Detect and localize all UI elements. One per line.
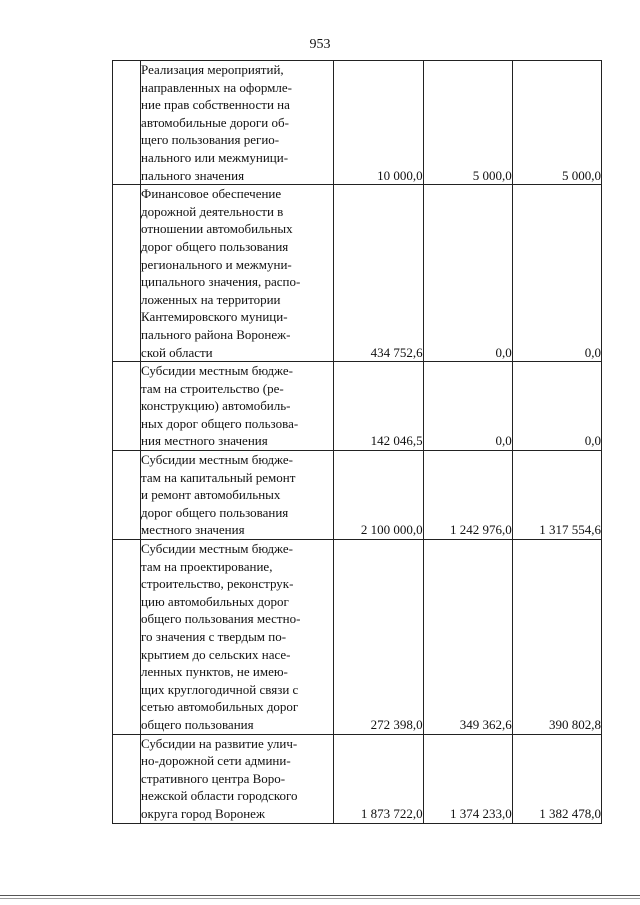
row-index-cell [113, 61, 141, 185]
row-value-3: 390 802,8 [512, 540, 601, 735]
table-row [113, 734, 602, 823]
row-value-2: 1 242 976,0 [423, 451, 512, 540]
row-description-text: Реализация мероприятий, направленных на оформле- ние прав собственности на автомобильные дороги об- щего пользования регио- нального или межмуници- пального значения [141, 62, 292, 183]
row-description-text: Субсидии на развитие улич- но-дорожной сети админи- стративного центра Воро- нежской области городского округа город Воронеж [141, 735, 298, 821]
row-value-1: 2 100 000,0 [334, 451, 423, 540]
row-value-1: 434 752,6 [334, 185, 423, 362]
bottom-scan-line [0, 898, 640, 899]
row-value-2: 0,0 [423, 362, 512, 451]
row-value-3: 0,0 [512, 185, 601, 362]
row-description [141, 362, 334, 451]
row-description [141, 540, 334, 735]
row-description-text: Субсидии местным бюдже- там на капитальный ремонт и ремонт автомобильных дорог общего пользования местного значения [141, 452, 296, 538]
row-value-3: 1 382 478,0 [512, 734, 601, 823]
row-description [141, 61, 334, 185]
row-value-1: 1 873 722,0 [334, 734, 423, 823]
row-value-1: 10 000,0 [334, 61, 423, 185]
row-description [141, 451, 334, 540]
table-row [113, 185, 602, 362]
row-description [141, 734, 334, 823]
table-row [113, 61, 602, 185]
row-index-cell [113, 185, 141, 362]
row-value-1: 272 398,0 [334, 540, 423, 735]
row-description-text: Субсидии местным бюдже- там на строительство (ре- конструкцию) автомобиль- ных дорог общего пользова- ния местного значения [141, 363, 299, 449]
row-index-cell [113, 451, 141, 540]
budget-table [112, 60, 602, 824]
row-value-2: 349 362,6 [423, 540, 512, 735]
row-index-cell [113, 734, 141, 823]
row-value-2: 0,0 [423, 185, 512, 362]
row-index-cell [113, 362, 141, 451]
table-row [113, 362, 602, 451]
row-value-2: 5 000,0 [423, 61, 512, 185]
row-value-1: 142 046,5 [334, 362, 423, 451]
table-row [113, 540, 602, 735]
bottom-scan-line [0, 895, 640, 896]
table-row [113, 451, 602, 540]
row-value-3: 0,0 [512, 362, 601, 451]
row-description-text: Финансовое обеспечение дорожной деятельности в отношении автомобильных дорог общего пользования регионального и межмуни- ципального значения, распо- ложенных на территории Кантемировского муници- пального района Воронеж- ской области [141, 186, 301, 360]
row-description-text: Субсидии местным бюдже- там на проектирование, строительство, реконструк- цию автомобильных дорог общего пользования местно- го значения с твердым по- крытием до сельских насе- ленных пунктов, не имею- щих круглогодичной связи с сетью автомобильных дорог общего пользования [141, 541, 301, 732]
row-value-3: 5 000,0 [512, 61, 601, 185]
row-index-cell [113, 540, 141, 735]
page-number: 953 [309, 37, 331, 52]
row-description [141, 185, 334, 362]
row-value-2: 1 374 233,0 [423, 734, 512, 823]
row-value-3: 1 317 554,6 [512, 451, 601, 540]
